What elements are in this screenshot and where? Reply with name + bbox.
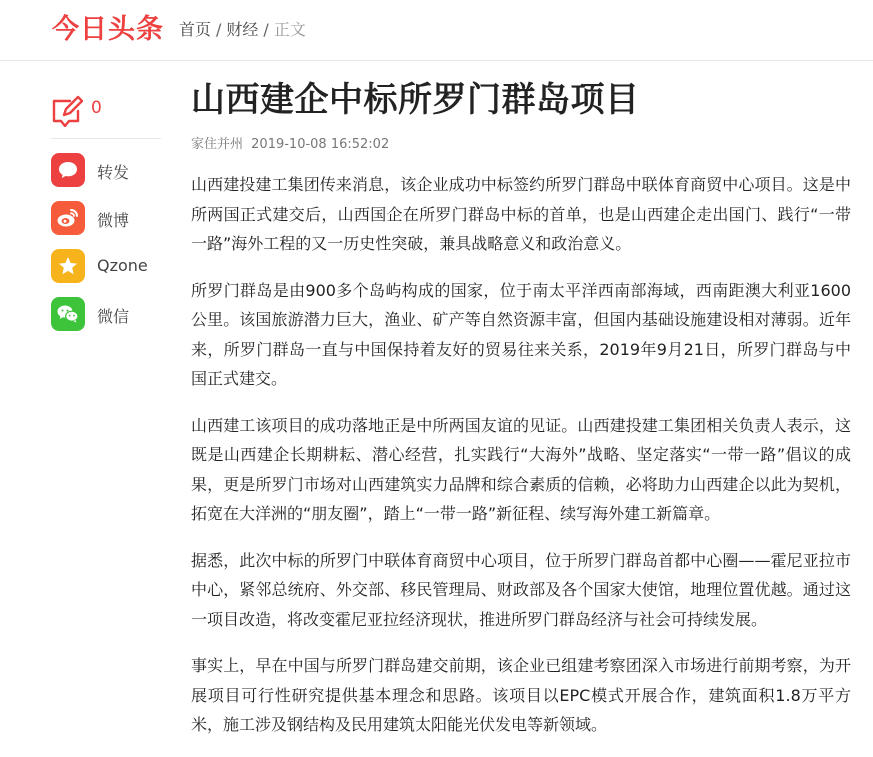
- share-weibo-button[interactable]: [51, 201, 161, 249]
- article-paragraph: 山西建投建工集团传来消息，该企业成功中标签约所罗门群岛中联体育商贸中心项目。这是中所两国正式建交后，山西国企在所罗门群岛中标的首单，也是山西建企走出国门、践行“一带一路”海外工程的又一历史性突破，兼具战略意义和政治意义。: [191, 175, 851, 253]
- wechat-icon: [51, 297, 85, 331]
- weibo-icon: [51, 201, 85, 235]
- breadcrumb-home-link[interactable]: 首页: [179, 20, 212, 39]
- comment-button[interactable]: [51, 90, 161, 139]
- breadcrumb-separator: /: [263, 20, 269, 39]
- repost-icon: [51, 153, 85, 187]
- breadcrumb: [179, 19, 306, 41]
- share-qzone-button[interactable]: [51, 249, 161, 297]
- toutiao-logo[interactable]: 今日头条: [52, 14, 164, 45]
- article-time: 2019-10-08 16:52:02: [251, 137, 390, 152]
- top-header: [0, 0, 873, 61]
- share-qzone-label: Qzone: [97, 256, 148, 275]
- share-repost-label: 转发: [97, 163, 130, 182]
- share-list: [51, 153, 161, 345]
- share-wechat-button[interactable]: [51, 297, 161, 345]
- share-sidebar: [51, 90, 161, 345]
- breadcrumb-separator: /: [216, 20, 222, 39]
- share-repost-button[interactable]: [51, 153, 161, 201]
- breadcrumb-current: 正文: [273, 20, 306, 39]
- article: [191, 78, 851, 757]
- share-weibo-label: 微博: [97, 211, 130, 230]
- share-wechat-label: 微信: [97, 307, 130, 326]
- article-paragraph: 山西建工该项目的成功落地正是中所两国友谊的见证。山西建投建工集团相关负责人表示，这既是山西建企长期耕耘、潜心经营，扎实践行“大海外”战略、坚定落实“一带一路”倡议的成果，更是所罗门市场对山西建筑实力品牌和综合素质的信赖，必将助力山西建企以此为契机，拓宽在大洋洲的“朋友圈”，踏上“一带一路”新征程、续写海外建工新篇章。: [191, 415, 851, 523]
- article-meta: [191, 136, 851, 154]
- breadcrumb-category-link[interactable]: 财经: [226, 20, 259, 39]
- comment-edit-icon: [51, 95, 83, 127]
- article-paragraph: 事实上，早在中国与所罗门群岛建交前期，该企业已组建考察团深入市场进行前期考察，为开展项目可行性研究提供基本理念和思路。该项目以EPC模式开展合作，建筑面积1.8万平方米，施工涉及钢结构及民用建筑太阳能光伏发电等新领域。: [191, 656, 851, 734]
- article-paragraph: 据悉，此次中标的所罗门中联体育商贸中心项目，位于所罗门群岛首都中心圈——霍尼亚拉市中心，紧邻总统府、外交部、移民管理局、财政部及各个国家大使馆，地理位置优越。通过这一项目改造，将改变霍尼亚拉经济现状，推进所罗门群岛经济与社会可持续发展。: [191, 550, 851, 629]
- article-content: [191, 170, 851, 740]
- qzone-star-icon: [51, 249, 85, 283]
- comment-count: 0: [91, 98, 102, 118]
- article-title: 山西建企中标所罗门群岛项目: [191, 80, 640, 120]
- article-author[interactable]: 家住并州: [191, 137, 244, 152]
- article-paragraph: 所罗门群岛是由900多个岛屿构成的国家，位于南太平洋西南部海域，西南距澳大利亚1600公里。该国旅游潜力巨大，渔业、矿产等自然资源丰富，但国内基础设施建设相对薄弱。近年来，所罗门群岛一直与中国保持着友好的贸易往来关系，2019年9月21日，所罗门群岛与中国正式建交。: [191, 280, 851, 388]
